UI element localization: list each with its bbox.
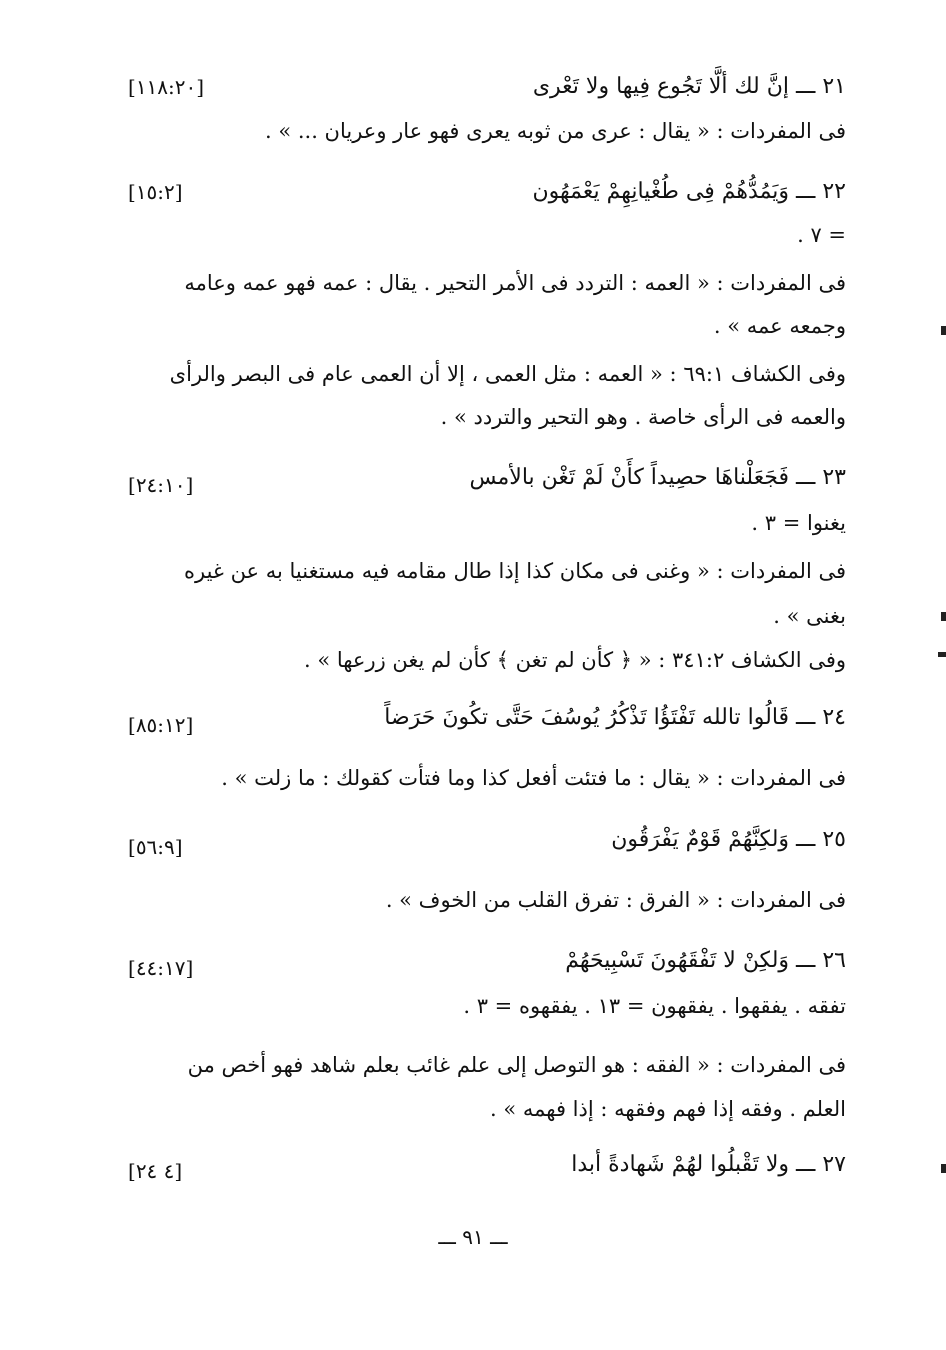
note-line: فى المفردات : « يقال : عرى من ثوبه يعرى فهو عار وعريان ... » . — [264, 119, 846, 143]
note-line: فى المفردات : « الفرق : تفرق القلب من الخوف » . — [385, 888, 846, 912]
page-number: ـــ ٩١ ـــ — [438, 1225, 508, 1249]
word-count-line: تفقه . يفقهوا . يفقهون = ١٣ . يفقهوه = ٣ . — [463, 994, 846, 1018]
verse-line: ٢١ ـــ إنَّ لك ألَّا تَجُوع فِيها ولا تَعْرى — [532, 74, 846, 99]
note-line: فى المفردات : « وغنى فى مكان كذا إذا طال مقامه فيه مستغنيا به عن غيره — [183, 559, 846, 583]
note-line: فى المفردات : « العمه : التردد فى الأمر التحير . يقال : عمه فهو عمه وعامه — [184, 271, 846, 295]
verse-reference: [٥٦:٩] — [128, 835, 183, 859]
note-line: والعمه فى الرأى خاصة . وهو التحير والتردد » . — [440, 405, 846, 429]
scan-mark — [941, 1164, 946, 1173]
scan-mark — [938, 652, 946, 657]
scan-mark — [941, 326, 946, 335]
scan-mark — [941, 612, 946, 621]
verse-line: ٢٢ ـــ وَيَمُدُّهُمْ فِى طُغْيانِهِمْ يَعْمَهُون — [532, 179, 846, 204]
verse-reference: [١١٨:٢٠] — [128, 75, 205, 99]
note-line: فى المفردات : « الفقه : هو التوصل إلى علم غائب بعلم شاهد فهو أخص من — [187, 1053, 846, 1077]
verse-line: ٢٣ ـــ فَجَعَلْناهَا حصِيداً كأَنْ لَمْ تَغْن بالأمس — [469, 465, 846, 490]
note-line: العلم . وفقه إذا فهم وفقهه : إذا فهمه » . — [490, 1097, 846, 1121]
verse-line: ٢٦ ـــ وَلكِنْ لا تَفْقَهُونَ تَسْبِيحَهُمْ — [565, 948, 846, 973]
note-line: وجمعه عمه » . — [713, 314, 846, 338]
verse-line: ٢٧ ـــ ولا تَقْبلُوا لهُمْ شَهادةً أبدا — [571, 1152, 846, 1177]
note-line: بغنى » . — [773, 604, 846, 628]
verse-reference: [٨٥:١٢] — [128, 713, 194, 737]
verse-reference: [٢٤:١٠] — [128, 473, 194, 497]
note-line: وفى الكشاف ٣٤١:٢ : « ﴿ كأن لم تغن ﴾ كأن لم يغن زرعها » . — [303, 648, 846, 672]
verse-reference: [١٥:٢] — [128, 180, 183, 204]
verse-reference: [٤ ٢٤] — [128, 1159, 183, 1183]
word-count-line: يغنوا = ٣ . — [751, 511, 846, 535]
verse-line: ٢٥ ـــ وَلكِنَّهُمْ قَوْمٌ يَفْرَقُون — [611, 827, 846, 852]
note-line: فى المفردات : « يقال : ما فتئت أفعل كذا وما فتأت كقولك : ما زلت » . — [221, 766, 846, 790]
note-line: وفى الكشاف ٦٩:١ : « العمه : مثل العمى ، إلا أن العمى عام فى البصر والرأى — [169, 362, 846, 386]
word-count-line: = ٧ . — [797, 223, 846, 247]
verse-reference: [٤٤:١٧] — [128, 956, 194, 980]
verse-line: ٢٤ ـــ قَالُوا تالله تَفْتَؤُا تَذْكُرُ يُوسُفَ حَتَّى تكُونَ حَرَضاً — [384, 705, 846, 730]
